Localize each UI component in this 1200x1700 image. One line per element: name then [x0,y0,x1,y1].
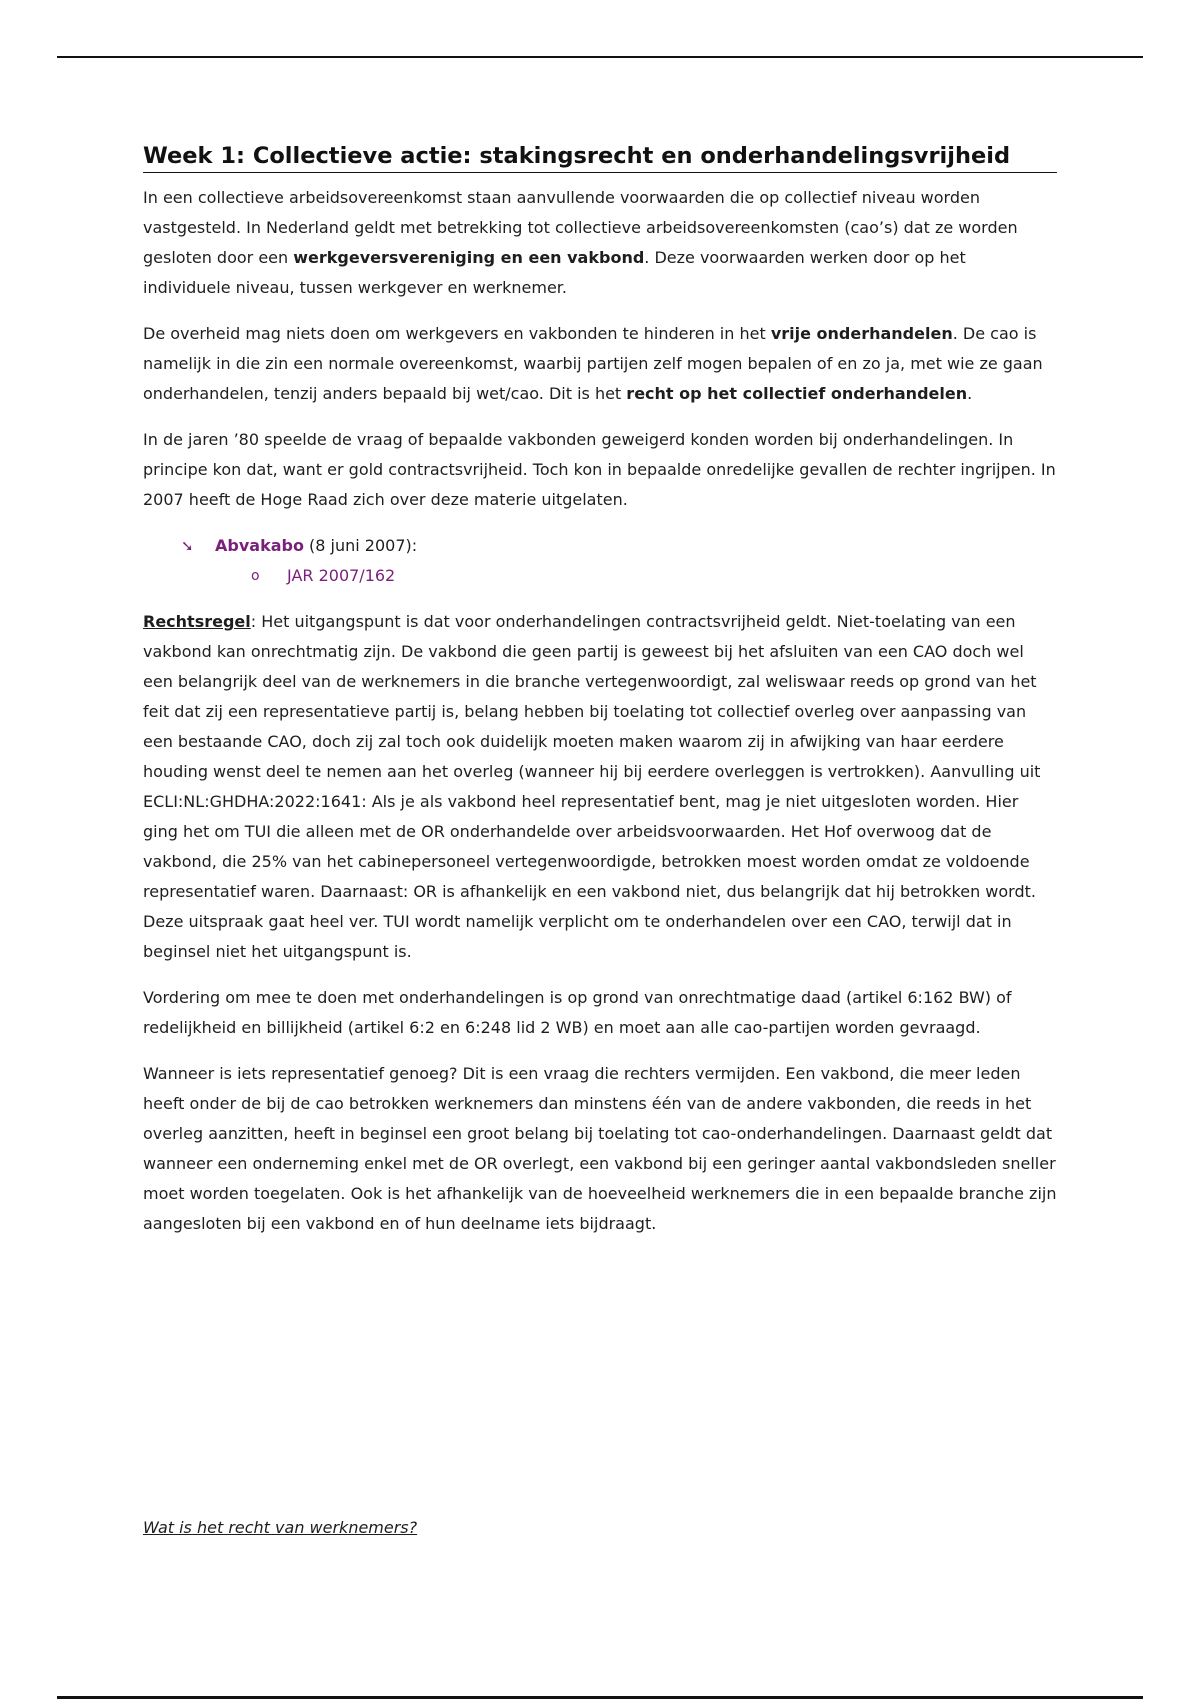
paragraph-6: Wanneer is iets representatief genoeg? Dit is een vraag die rechters vermijden. Een vakbond, die meer leden heeft onder de bij de cao betrokken werknemers dan minstens één van de andere vakbonden, die reeds in het overleg aanzitten, heeft in beginsel een groot belang bij toelating tot cao-onderhandelingen. Daarnaast geldt dat wanneer een onderneming enkel met de OR overlegt, een vakbond bij een geringer aantal vakbondsleden sneller moet worden toegelaten. Ook is het afhankelijk van de hoeveelheid werknemers die in een bepaalde branche zijn aangesloten bij een vakbond en of hun deelname iets bijdraagt. [143,1064,1057,1233]
circle-bullet-icon: o [251,568,260,584]
document-page [143,141,1057,1255]
paragraph-rechtsregel: Rechtsregel: Het uitgangspunt is dat voor onderhandelingen contractsvrijheid geldt. Niet-toelating van een vakbond kan onrechtmatig zijn. De vakbond die geen partij is geweest bij het afsluiten van een CAO doch wel een belangrijk deel van de werknemers in die branche vertegenwoordigt, zal weliswaar reeds op grond van het feit dat zij een representatieve partij is, belang hebben bij toelating tot collectief overleg over aanpassing van een bestaande CAO, doch zij zal toch ook duidelijk moeten maken waarom zij in afwijking van haar eerdere houding wenst deel te nemen aan het overleg (wanneer hij bij eerdere overleggen is vertrokken). Aanvulling uit ECLI:NL:GHDHA:2022:1641: Als je als vakbond heel representatief bent, mag je niet uitgesloten worden. Hier ging het om TUI die alleen met de OR onderhandelde over arbeidsvoorwaarden. Het Hof overwoog dat de vakbond, die 25% van het cabinepersoneel vertegenwoordigde, betrokken moest worden omdat ze voldoende representatief waren. Daarnaast: OR is afhankelijk en een vakbond niet, dus belangrijk dat hij betrokken wordt. Deze uitspraak gaat heel ver. TUI wordt namelijk verplicht om te onderhandelen over een CAO, terwijl dat in beginsel niet het uitgangspunt is. [143,612,1041,961]
case-link-jar[interactable]: JAR 2007/162 [287,566,396,585]
bottom-rule [57,1696,1143,1699]
top-rule [57,56,1143,58]
paragraph-2: De overheid mag niets doen om werkgevers en vakbonden te hinderen in het vrije onderhandelen. De cao is namelijk in die zin een normale overeenkomst, waarbij partijen zelf mogen bepalen of en zo ja, met wie ze gaan onderhandelen, tenzij anders bepaald bij wet/cao. Dit is het recht op het collectief onderhandelen. [143,324,1043,403]
rechtsregel-label: Rechtsregel [143,612,251,631]
paragraph-1: In een collectieve arbeidsovereenkomst staan aanvullende voorwaarden die op collectief niveau worden vastgesteld. In Nederland geldt met betrekking tot collectieve arbeidsovereenkomsten (cao’s) dat ze worden gesloten door een werkgeversvereniging en een vakbond. Deze voorwaarden werken door op het individuele niveau, tussen werkgever en werknemer. [143,188,1018,297]
list-item: ➘ Abvakabo (8 juni 2007): [181,531,1057,561]
paragraph-3: In de jaren ’80 speelde de vraag of bepaalde vakbonden geweigerd konden worden bij onderhandelingen. In principe kon dat, want er gold contractsvrijheid. Toch kon in bepaalde onredelijke gevallen de rechter ingrijpen. In 2007 heeft de Hoge Raad zich over deze materie uitgelaten. [143,430,1056,509]
page-title: Week 1: Collectieve actie: stakingsrecht en onderhandelingsvrijheid [143,141,1057,173]
section-question: Wat is het recht van werknemers? [143,1518,418,1537]
sub-list-item [251,561,1057,591]
case-link-abvakabo[interactable]: Abvakabo [215,536,304,555]
arrow-bullet-icon: ➘ [181,537,194,555]
paragraph-5: Vordering om mee te doen met onderhandelingen is op grond van onrechtmatige daad (artikel 6:162 BW) of redelijkheid en billijkheid (artikel 6:2 en 6:248 lid 2 WB) en moet aan alle cao-partijen worden gevraagd. [143,988,1012,1037]
